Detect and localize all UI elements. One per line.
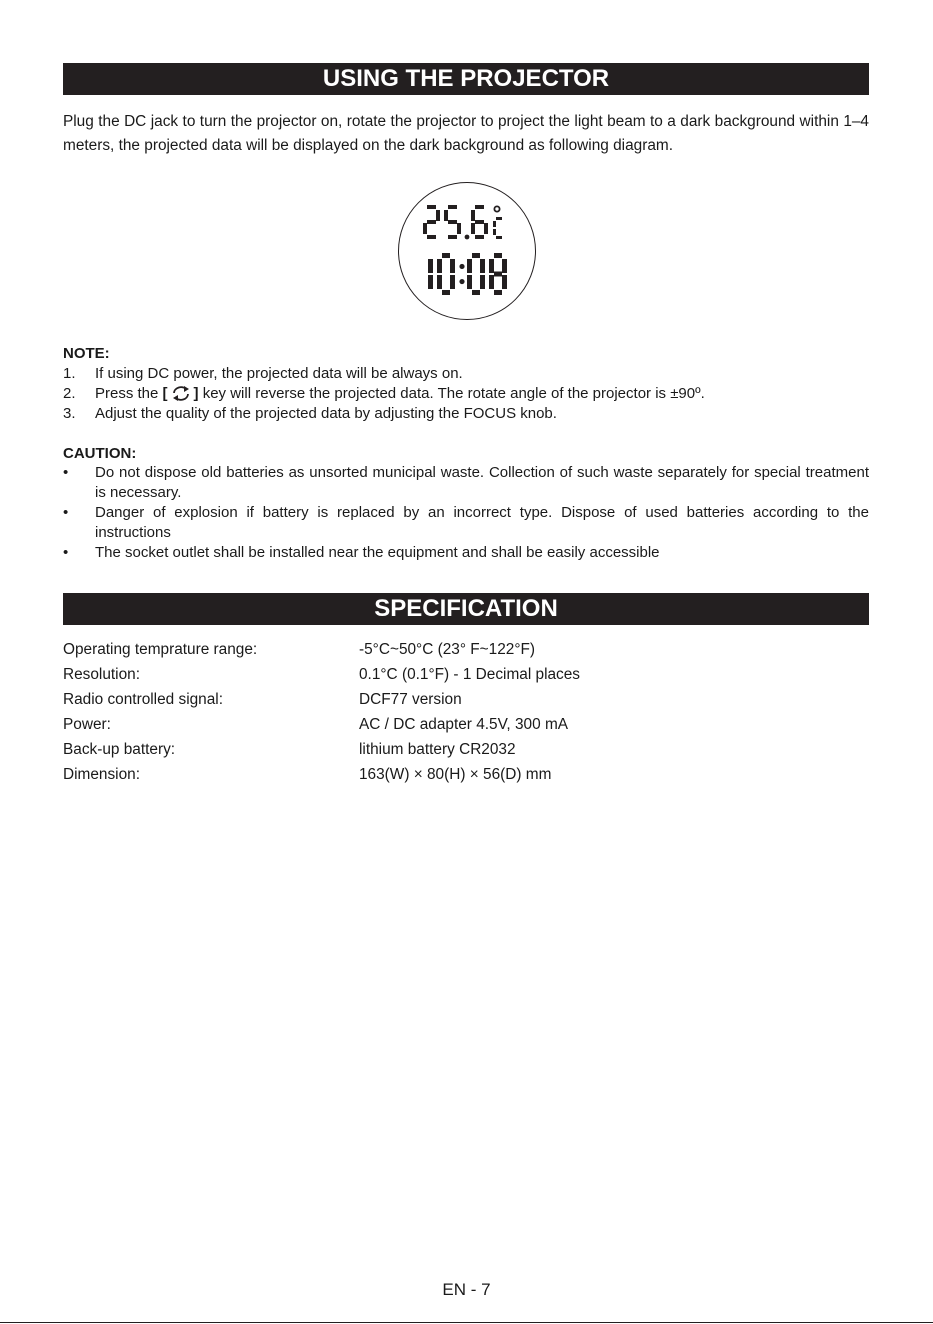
spec-table [63,641,663,791]
spec-value: lithium battery CR2032 [359,741,516,758]
spec-value: DCF77 version [359,691,462,708]
caution-item [63,503,869,543]
spec-label: Back-up battery: [63,741,176,758]
bullet: • [63,544,69,561]
section-title-using-projector: USING THE PROJECTOR [63,63,869,95]
note-text-before: Press the [95,385,159,402]
time-digit-seg-f [489,259,494,273]
note-item [63,364,869,384]
unit-digit-seg-e [493,229,496,235]
note-heading: NOTE: [63,345,110,362]
time-digit-seg-e [437,275,442,289]
temp-digit-seg-b [436,210,440,221]
temp-digit-seg-e [423,223,427,234]
rotate-key-symbol [163,385,199,402]
bottom-rule [0,1322,933,1323]
spec-row [63,666,663,691]
temp-digit-seg-d [427,235,436,239]
time-digit-seg-c [502,275,507,289]
time-digit-seg-b [428,259,433,273]
spec-value: 0.1°C (0.1°F) - 1 Decimal places [359,666,581,683]
temp-digit-seg-c [457,223,461,234]
temp-digit-seg-c [484,223,488,234]
unit-digit-seg-d [496,236,502,239]
temp-digit-seg-d [475,235,484,239]
spec-label: Operating temprature range: [63,641,258,658]
rotate-arrows-icon [171,385,191,401]
time-digit-seg-e [489,275,494,289]
time-digit-seg-d [494,290,502,295]
degree-symbol [494,206,499,211]
time-digit-seg-e [467,275,472,289]
key-bracket-open: [ [162,385,168,402]
unit-digit-seg-f [493,221,496,227]
time-digit-seg-d [442,290,450,295]
temp-digit-seg-g [427,220,436,224]
section-title-specification: SPECIFICATION [63,593,869,625]
temp-digit-seg-f [471,210,475,221]
unit-digit-seg-a [496,217,502,220]
spec-label: Power: [63,716,111,733]
time-digit-seg-c [428,275,433,289]
spec-row [63,766,663,791]
note-text-after: key will reverse the projected data. The rotate angle of the projector is ±90º. [202,385,705,402]
caution-heading: CAUTION: [63,445,137,462]
list-number: 3. [63,405,76,422]
note-item [63,404,869,424]
note-text: Adjust the quality of the projected data by adjusting the FOCUS knob. [95,405,557,422]
bullet: • [63,504,69,521]
time-digit-seg-f [467,259,472,273]
spec-row [63,741,663,766]
caution-text: Do not dispose old batteries as unsorted municipal waste. Collection of such waste separately for special treatment is necessary. [95,464,869,501]
temp-digit-seg-g [475,220,484,224]
time-digit-seg-a [494,253,502,258]
temp-digit-seg-a [448,205,457,209]
page-number: EN - 7 [442,1280,491,1299]
caution-text: Danger of explosion if battery is replaced by an incorrect type. Dispose of used batteries according to the instructions [95,504,869,541]
time-digit-seg-f [437,259,442,273]
list-number: 2. [63,385,76,402]
caution-item [63,463,869,503]
spec-row [63,641,663,666]
spec-row [63,691,663,716]
temp-digit-seg-e [471,223,475,234]
colon-dot-top [459,264,464,269]
spec-row [63,716,663,741]
spec-value: -5°C~50°C (23° F~122°F) [359,641,536,658]
note-text [95,384,869,404]
spec-label: Resolution: [63,666,140,683]
spec-label: Radio controlled signal: [63,691,223,708]
spec-value: 163(W) × 80(H) × 56(D) mm [359,766,552,783]
intro-paragraph [63,110,869,158]
note-text: If using DC power, the projected data will be always on. [95,365,463,382]
bullet: • [63,464,69,481]
temp-digit-seg-f [444,210,448,221]
time-digit-seg-a [442,253,450,258]
intro-text: Plug the DC jack to turn the projector on, rotate the projector to project the light beam to a dark background within 1–4 meters, the projected data will be displayed on the dark background as following diagram. [63,113,869,154]
caution-item [63,543,869,563]
colon-dot-bottom [459,279,464,284]
time-digit-seg-g [494,272,502,277]
caution-text: The socket outlet shall be installed near the equipment and shall be easily accessible [95,544,660,561]
key-bracket-close: ] [193,385,199,402]
time-digit-seg-b [502,259,507,273]
temp-digit-seg-d [448,235,457,239]
time-digit-seg-c [480,275,485,289]
temp-digit-seg-g [448,220,457,224]
temp-digit-seg-a [475,205,484,209]
spec-value: AC / DC adapter 4.5V, 300 mA [359,716,569,733]
caution-list [63,463,869,563]
time-digit-seg-b [480,259,485,273]
time-digit-seg-a [472,253,480,258]
note-list [63,364,869,424]
seven-segment-display [399,183,535,319]
time-digit-seg-c [450,275,455,289]
temp-decimal-dot [465,235,470,240]
spec-label: Dimension: [63,766,140,783]
note-item [63,384,869,404]
temp-digit-seg-a [427,205,436,209]
projection-diagram [398,182,536,320]
list-number: 1. [63,365,76,382]
time-digit-seg-d [472,290,480,295]
time-digit-seg-b [450,259,455,273]
